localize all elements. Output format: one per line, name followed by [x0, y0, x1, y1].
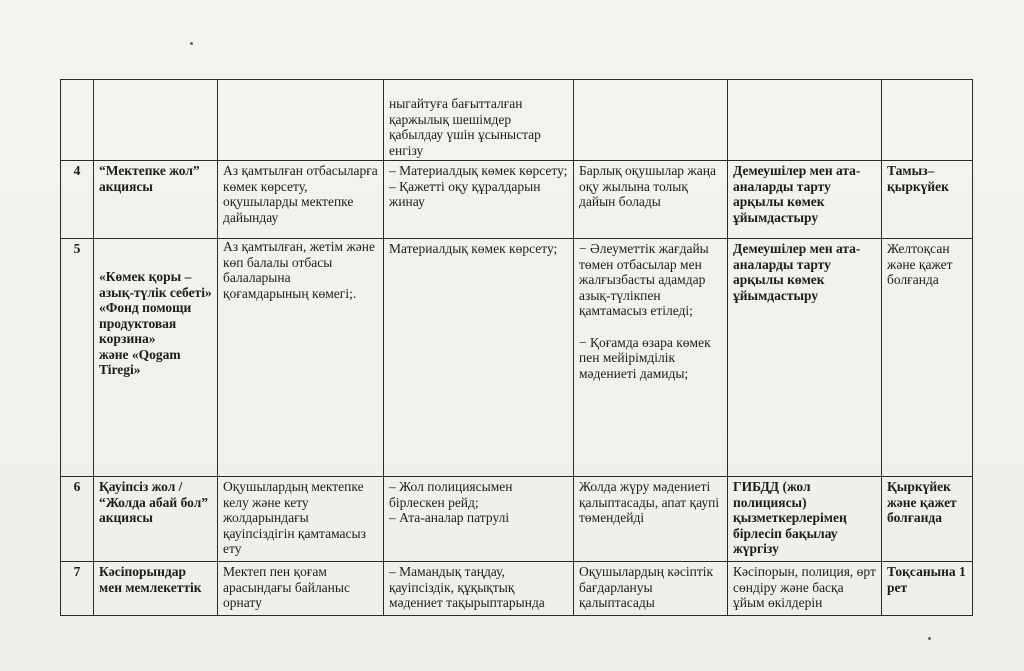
result-cell: Жолда жүру мәдениеті қалыптасады, апат қаупі төмендейді — [574, 477, 728, 562]
actions-cell: – Мамандық таңдау, қауіпсіздік, құқықтық мәдениет тақырыптарында — [384, 562, 574, 616]
partners-cell: Демеушілер мен ата-аналарды тарту арқылы көмек ұйымдастыру — [728, 239, 882, 477]
action-line: – Қажетті оқу құралдарын жинау — [389, 178, 541, 209]
event-name-extra: және «Qogam Tiregi» — [99, 346, 181, 377]
table-row-continuation — [61, 80, 973, 161]
event-name-cell: Қауіпсіз жол / “Жолда абай бол” акциясы — [94, 477, 218, 562]
event-name-ru: «Фонд помощи продуктовая корзина» — [99, 300, 192, 346]
plan-table — [60, 79, 973, 616]
result-cell — [574, 80, 728, 161]
time-cell: Тамыз–қыркүйек — [882, 161, 973, 239]
table-row-5 — [61, 239, 973, 477]
row-number: 5 — [61, 239, 94, 477]
partners-cell: ГИБДД (жол полициясы) қызметкерлерімең бірлесіп бақылау жүргізу — [728, 477, 882, 562]
partners-cell: Демеушілер мен ата-аналарды тарту арқылы көмек ұйымдастыру — [728, 161, 882, 239]
actions-cell — [384, 477, 574, 562]
action-line: – Жол полициясымен бірлескен рейд; — [389, 479, 513, 510]
table-row-7 — [61, 562, 973, 616]
action-line: – Ата-аналар патрулі — [389, 510, 510, 525]
event-name-cell — [94, 80, 218, 161]
time-cell: Желтоқсан және қажет болғанда — [882, 239, 973, 477]
time-cell — [882, 80, 973, 161]
goal-cell — [218, 80, 384, 161]
event-name-kk: «Көмек қоры – азық-түлік себеті» — [99, 269, 212, 300]
result-line: − Әлеуметтік жағдайы төмен отбасылар мен жалғызбасты адамдар азық-түлікпен қамтамасыз етіледі; — [579, 241, 709, 318]
row-number: 7 — [61, 562, 94, 616]
result-line: − Қоғамда өзара көмек пен мейірімділік мәдениеті дамиды; — [579, 334, 711, 381]
partners-cell — [728, 80, 882, 161]
scan-speck — [190, 42, 193, 45]
goal-cell: Аз қамтылған, жетім және көп балалы отбасы балаларына қоғамдарының көмегі;. — [218, 239, 384, 477]
table-row-6 — [61, 477, 973, 562]
row-number — [61, 80, 94, 161]
result-cell: Барлық оқушылар жаңа оқу жылына толық дайын болады — [574, 161, 728, 239]
actions-cell: ныгайтуға бағытталған қаржылық шешімдер қабылдау үшін ұсыныстар енгізу — [384, 80, 574, 161]
goal-cell: Аз қамтылған отбасыларға көмек көрсету, оқушыларды мектепке дайындау — [218, 161, 384, 239]
scan-speck — [928, 637, 931, 640]
row-number: 6 — [61, 477, 94, 562]
result-cell: Оқушылардың кәсіптік бағдарлануы қалыптасады — [574, 562, 728, 616]
time-cell: Қыркүйек және қажет болғанда — [882, 477, 973, 562]
action-line: – Материалдық көмек көрсету; — [389, 163, 568, 178]
actions-cell: Материалдық көмек көрсету; — [384, 239, 574, 477]
result-cell — [574, 239, 728, 477]
partners-cell: Кәсіпорын, полиция, өрт сөндіру және басқа ұйым өкілдерін — [728, 562, 882, 616]
event-name-cell: “Мектепке жол” акциясы — [94, 161, 218, 239]
goal-cell: Оқушылардың мектепке келу және кету жолдарындағы қауіпсіздігін қамтамасыз ету — [218, 477, 384, 562]
time-cell: Тоқсанына 1 рет — [882, 562, 973, 616]
event-name-cell — [94, 239, 218, 477]
actions-cell — [384, 161, 574, 239]
event-name-cell: Кәсіпорындар мен мемлекеттік — [94, 562, 218, 616]
goal-cell: Мектеп пен қоғам арасындағы байланыс орнату — [218, 562, 384, 616]
table-row-4 — [61, 161, 973, 239]
row-number: 4 — [61, 161, 94, 239]
